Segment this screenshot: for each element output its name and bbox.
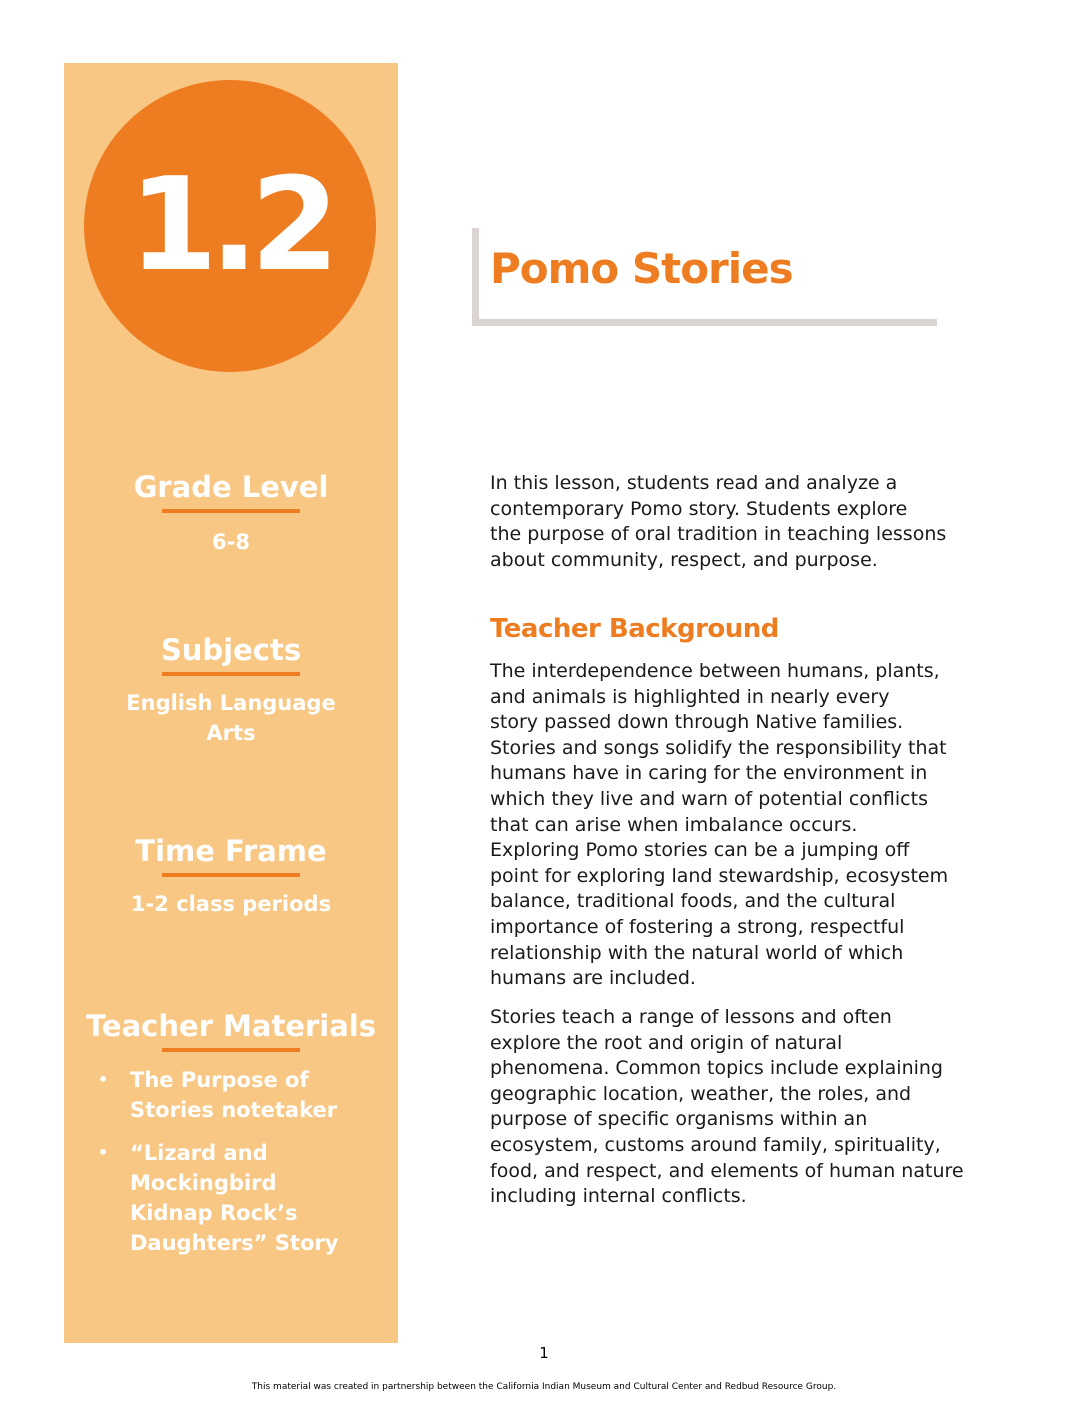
time-frame-underline: [162, 873, 300, 877]
lesson-number-badge: [84, 80, 376, 372]
title-frame-left: [472, 228, 479, 326]
grade-level-heading: Grade Level: [133, 470, 329, 504]
bullet-icon: •: [98, 1070, 109, 1089]
grade-level-section: [64, 472, 398, 557]
background-paragraph-2: Stories teach a range of lessons and often explore the root and origin of natural phenomena. Common topics include explaining geographic location, weather, the roles, and purpose of specific organisms within an ecosystem, customs around family, spirituality, food, and respect, and elements of human nature including internal conflicts.: [490, 1006, 964, 1208]
title-frame-bottom: [472, 319, 937, 326]
subjects-value-line2: Arts: [206, 720, 256, 745]
grade-level-value: 6-8: [212, 529, 250, 554]
grade-level-underline: [162, 509, 300, 513]
subjects-value-line1: English Language: [126, 690, 336, 715]
teacher-materials-list: [96, 1065, 386, 1271]
subjects-heading: Subjects: [160, 633, 302, 667]
page-title: Pomo Stories: [490, 244, 793, 293]
title-block: [472, 228, 937, 326]
bullet-icon: •: [98, 1143, 109, 1162]
lesson-intro: In this lesson, students read and analyze a contemporary Pomo story. Students explore the purpose of oral tradition in teaching lessons about community, respect, and purpose.: [490, 472, 947, 571]
time-frame-value: 1-2 class periods: [130, 891, 332, 916]
time-frame-section: [64, 836, 398, 919]
subjects-section: [64, 635, 398, 748]
teacher-materials-underline: [162, 1048, 300, 1052]
background-paragraph-1: The interdependence between humans, plants, and animals is highlighted in nearly every story passed down through Native families. Stories and songs solidify the responsibility that humans have in caring for the environment in which they live and warn of potential conflicts that can arise when imbalance occurs. Exploring Pomo stories can be a jumping off point for exploring land stewardship, ecosystem balance, traditional foods, and the cultural importance of fostering a strong, respectful relationship with the natural world of which humans are included.: [490, 660, 949, 990]
list-item: • The Purpose of Stories notetaker: [96, 1065, 386, 1125]
subjects-underline: [162, 672, 300, 676]
teacher-materials-heading: Teacher Materials: [85, 1009, 377, 1043]
lesson-number: 1.2: [128, 151, 332, 300]
list-item: • “Lizard and Mockingbird Kidnap Rock’s Daughters” Story: [96, 1138, 386, 1258]
teacher-materials-section: [64, 1011, 398, 1052]
footer-credit: This material was created in partnership between the California Indian Museum and Cultural Center and Redbud Resource Group.: [251, 1382, 837, 1392]
page-number: 1: [539, 1344, 549, 1362]
teacher-background-heading: Teacher Background: [490, 614, 779, 644]
time-frame-heading: Time Frame: [135, 834, 327, 868]
